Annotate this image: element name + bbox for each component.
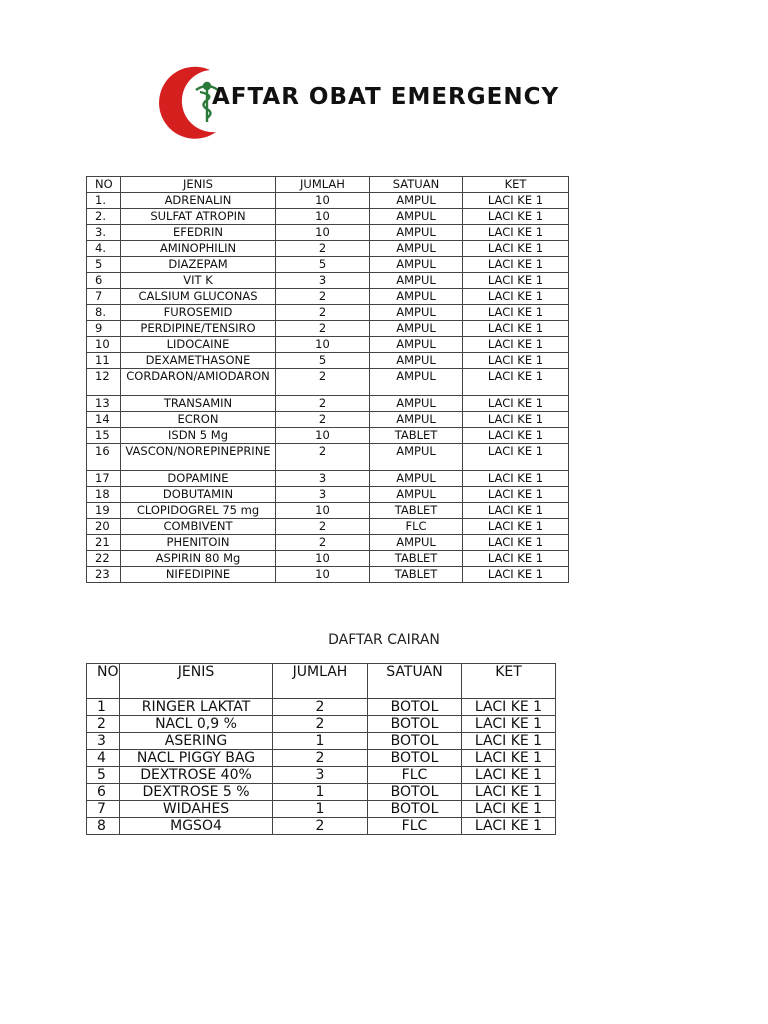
cell-jumlah: 3: [276, 487, 370, 503]
cell-satuan: AMPUL: [370, 535, 463, 551]
cell-jumlah: 3: [276, 273, 370, 289]
cell-no: 2: [87, 716, 120, 733]
cell-ket: LACI KE 1: [463, 257, 569, 273]
cell-ket: LACI KE 1: [462, 818, 556, 835]
cell-ket: LACI KE 1: [463, 193, 569, 209]
cell-ket: LACI KE 1: [463, 471, 569, 487]
cell-no: 14: [87, 412, 121, 428]
cell-jenis: LIDOCAINE: [121, 337, 276, 353]
cell-jenis: ECRON: [121, 412, 276, 428]
cell-jenis: RINGER LAKTAT: [120, 699, 273, 716]
cell-ket: LACI KE 1: [463, 551, 569, 567]
cell-jumlah: 2: [276, 519, 370, 535]
cell-jumlah: 10: [276, 209, 370, 225]
cell-jumlah: 2: [273, 699, 368, 716]
table-row: [87, 337, 569, 353]
cell-ket: LACI KE 1: [462, 767, 556, 784]
column-header-jumlah: JUMLAH: [273, 664, 368, 699]
cell-ket: LACI KE 1: [463, 444, 569, 471]
cell-jumlah: 2: [276, 396, 370, 412]
document-header: [150, 64, 610, 142]
cell-satuan: AMPUL: [370, 257, 463, 273]
cell-jumlah: 10: [276, 193, 370, 209]
cell-ket: LACI KE 1: [463, 305, 569, 321]
cell-jumlah: 10: [276, 337, 370, 353]
table-row: [87, 716, 556, 733]
column-header-ket: KET: [463, 177, 569, 193]
cell-satuan: AMPUL: [370, 273, 463, 289]
cell-jumlah: 10: [276, 503, 370, 519]
cell-jenis: SULFAT ATROPIN: [121, 209, 276, 225]
table-header-row: [87, 177, 569, 193]
cell-jumlah: 1: [273, 733, 368, 750]
cell-jumlah: 2: [276, 369, 370, 396]
cell-jumlah: 10: [276, 428, 370, 444]
table-row: [87, 519, 569, 535]
cell-ket: LACI KE 1: [463, 369, 569, 396]
table-row: [87, 699, 556, 716]
cell-no: 7: [87, 801, 120, 818]
cell-jenis: TRANSAMIN: [121, 396, 276, 412]
cell-jumlah: 2: [276, 241, 370, 257]
table-row: [87, 353, 569, 369]
cell-satuan: TABLET: [370, 551, 463, 567]
cell-jenis: VASCON/NOREPINEPRINE: [121, 444, 276, 471]
table-row: [87, 241, 569, 257]
cell-no: 12: [87, 369, 121, 396]
cell-ket: LACI KE 1: [463, 412, 569, 428]
cell-jumlah: 2: [273, 716, 368, 733]
cell-ket: LACI KE 1: [462, 750, 556, 767]
cell-satuan: BOTOL: [368, 750, 462, 767]
cell-ket: LACI KE 1: [462, 801, 556, 818]
cell-ket: LACI KE 1: [463, 503, 569, 519]
table-row: [87, 273, 569, 289]
cell-jumlah: 3: [276, 471, 370, 487]
cell-no: 4: [87, 750, 120, 767]
cell-no: 20: [87, 519, 121, 535]
table-row: [87, 784, 556, 801]
cell-jenis: ASPIRIN 80 Mg: [121, 551, 276, 567]
cell-jenis: NACL PIGGY BAG: [120, 750, 273, 767]
cell-no: 10: [87, 337, 121, 353]
cell-jumlah: 5: [276, 353, 370, 369]
table-row: [87, 567, 569, 583]
cell-no: 5: [87, 767, 120, 784]
emergency-drug-table: [86, 176, 569, 583]
cell-satuan: TABLET: [370, 567, 463, 583]
emergency-drug-rows: [87, 193, 569, 583]
cell-no: 3.: [87, 225, 121, 241]
cell-no: 8: [87, 818, 120, 835]
cell-no: 17: [87, 471, 121, 487]
cell-ket: LACI KE 1: [463, 241, 569, 257]
cell-jumlah: 1: [273, 784, 368, 801]
cell-satuan: AMPUL: [370, 337, 463, 353]
cell-ket: LACI KE 1: [463, 535, 569, 551]
cell-jenis: DEXAMETHASONE: [121, 353, 276, 369]
cell-satuan: AMPUL: [370, 321, 463, 337]
cell-jenis: CORDARON/AMIODARON: [121, 369, 276, 396]
cell-no: 7: [87, 289, 121, 305]
table-row: [87, 750, 556, 767]
table-row: [87, 444, 569, 471]
cell-ket: LACI KE 1: [463, 353, 569, 369]
cell-no: 13: [87, 396, 121, 412]
table-row: [87, 321, 569, 337]
cell-ket: LACI KE 1: [462, 699, 556, 716]
cell-satuan: AMPUL: [370, 193, 463, 209]
cell-satuan: AMPUL: [370, 471, 463, 487]
cell-jenis: MGSO4: [120, 818, 273, 835]
table-row: [87, 305, 569, 321]
page-title: AFTAR OBAT EMERGENCY: [212, 84, 560, 110]
cell-jumlah: 2: [276, 289, 370, 305]
cell-jenis: PHENITOIN: [121, 535, 276, 551]
cell-satuan: FLC: [368, 818, 462, 835]
cell-jenis: ISDN 5 Mg: [121, 428, 276, 444]
cell-no: 1.: [87, 193, 121, 209]
cell-jenis: FUROSEMID: [121, 305, 276, 321]
cell-jenis: DEXTROSE 40%: [120, 767, 273, 784]
cell-no: 23: [87, 567, 121, 583]
cell-jumlah: 2: [276, 444, 370, 471]
cell-ket: LACI KE 1: [462, 784, 556, 801]
cell-jenis: CLOPIDOGREL 75 mg: [121, 503, 276, 519]
table-row: [87, 503, 569, 519]
cell-ket: LACI KE 1: [463, 225, 569, 241]
cell-jenis: EFEDRIN: [121, 225, 276, 241]
cell-no: 5: [87, 257, 121, 273]
cell-satuan: AMPUL: [370, 396, 463, 412]
table-row: [87, 471, 569, 487]
table-row: [87, 412, 569, 428]
cell-ket: LACI KE 1: [463, 487, 569, 503]
cell-jumlah: 2: [276, 412, 370, 428]
table-row: [87, 801, 556, 818]
cell-no: 22: [87, 551, 121, 567]
cell-no: 9: [87, 321, 121, 337]
cell-jenis: CALSIUM GLUCONAS: [121, 289, 276, 305]
cell-jenis: PERDIPINE/TENSIRO: [121, 321, 276, 337]
cell-satuan: AMPUL: [370, 412, 463, 428]
cell-jenis: NACL 0,9 %: [120, 716, 273, 733]
cell-ket: LACI KE 1: [463, 519, 569, 535]
table-row: [87, 289, 569, 305]
cell-jumlah: 10: [276, 225, 370, 241]
cell-satuan: TABLET: [370, 428, 463, 444]
cell-satuan: AMPUL: [370, 369, 463, 396]
cell-satuan: AMPUL: [370, 225, 463, 241]
cell-no: 15: [87, 428, 121, 444]
cell-jenis: VIT K: [121, 273, 276, 289]
cell-jenis: COMBIVENT: [121, 519, 276, 535]
column-header-jenis: JENIS: [121, 177, 276, 193]
cell-no: 18: [87, 487, 121, 503]
cell-no: 21: [87, 535, 121, 551]
cell-ket: LACI KE 1: [463, 567, 569, 583]
column-header-no: NO: [87, 177, 121, 193]
cell-jenis: DOPAMINE: [121, 471, 276, 487]
cell-ket: LACI KE 1: [463, 428, 569, 444]
cell-no: 3: [87, 733, 120, 750]
cell-satuan: AMPUL: [370, 289, 463, 305]
cell-ket: LACI KE 1: [463, 209, 569, 225]
cell-satuan: AMPUL: [370, 241, 463, 257]
cell-ket: LACI KE 1: [462, 733, 556, 750]
cell-no: 2.: [87, 209, 121, 225]
column-header-ket: KET: [462, 664, 556, 699]
fluid-rows: [87, 699, 556, 835]
cell-satuan: BOTOL: [368, 699, 462, 716]
cell-jumlah: 2: [276, 321, 370, 337]
cell-ket: LACI KE 1: [463, 337, 569, 353]
table-row: [87, 193, 569, 209]
cell-ket: LACI KE 1: [463, 289, 569, 305]
cell-jenis: ASERING: [120, 733, 273, 750]
cell-no: 4.: [87, 241, 121, 257]
cell-jenis: DOBUTAMIN: [121, 487, 276, 503]
cell-no: 19: [87, 503, 121, 519]
cell-satuan: BOTOL: [368, 733, 462, 750]
column-header-satuan: SATUAN: [370, 177, 463, 193]
table-row: [87, 257, 569, 273]
cell-jumlah: 2: [273, 818, 368, 835]
table-row: [87, 551, 569, 567]
cell-jumlah: 10: [276, 567, 370, 583]
cell-satuan: FLC: [370, 519, 463, 535]
cell-jenis: ADRENALIN: [121, 193, 276, 209]
cell-satuan: AMPUL: [370, 353, 463, 369]
cell-satuan: FLC: [368, 767, 462, 784]
cell-satuan: BOTOL: [368, 784, 462, 801]
cell-ket: LACI KE 1: [463, 273, 569, 289]
cell-jenis: AMINOPHILIN: [121, 241, 276, 257]
cell-jumlah: 5: [276, 257, 370, 273]
column-header-satuan: SATUAN: [368, 664, 462, 699]
cell-no: 6: [87, 784, 120, 801]
table-row: [87, 396, 569, 412]
cell-no: 6: [87, 273, 121, 289]
cell-no: 16: [87, 444, 121, 471]
cell-jumlah: 3: [273, 767, 368, 784]
table-header-row: [87, 664, 556, 699]
fluid-table: [86, 663, 556, 835]
cell-jenis: DEXTROSE 5 %: [120, 784, 273, 801]
cell-satuan: AMPUL: [370, 209, 463, 225]
cell-satuan: BOTOL: [368, 801, 462, 818]
cell-jumlah: 10: [276, 551, 370, 567]
cell-ket: LACI KE 1: [463, 396, 569, 412]
table-row: [87, 209, 569, 225]
table-row: [87, 487, 569, 503]
cell-jumlah: 1: [273, 801, 368, 818]
column-header-jumlah: JUMLAH: [276, 177, 370, 193]
column-header-no: NO: [87, 664, 120, 699]
cell-satuan: BOTOL: [368, 716, 462, 733]
cell-satuan: AMPUL: [370, 444, 463, 471]
cell-jumlah: 2: [276, 535, 370, 551]
cell-no: 8.: [87, 305, 121, 321]
cell-jenis: DIAZEPAM: [121, 257, 276, 273]
table-row: [87, 535, 569, 551]
cell-satuan: TABLET: [370, 503, 463, 519]
table-row: [87, 428, 569, 444]
cell-ket: LACI KE 1: [462, 716, 556, 733]
cell-no: 1: [87, 699, 120, 716]
cell-jumlah: 2: [276, 305, 370, 321]
table-row: [87, 733, 556, 750]
fluid-table-caption: DAFTAR CAIRAN: [328, 632, 440, 648]
table-row: [87, 767, 556, 784]
column-header-jenis: JENIS: [120, 664, 273, 699]
cell-ket: LACI KE 1: [463, 321, 569, 337]
table-row: [87, 369, 569, 396]
table-row: [87, 818, 556, 835]
cell-jenis: WIDAHES: [120, 801, 273, 818]
cell-satuan: AMPUL: [370, 305, 463, 321]
cell-jenis: NIFEDIPINE: [121, 567, 276, 583]
cell-satuan: AMPUL: [370, 487, 463, 503]
cell-jumlah: 2: [273, 750, 368, 767]
table-row: [87, 225, 569, 241]
cell-no: 11: [87, 353, 121, 369]
